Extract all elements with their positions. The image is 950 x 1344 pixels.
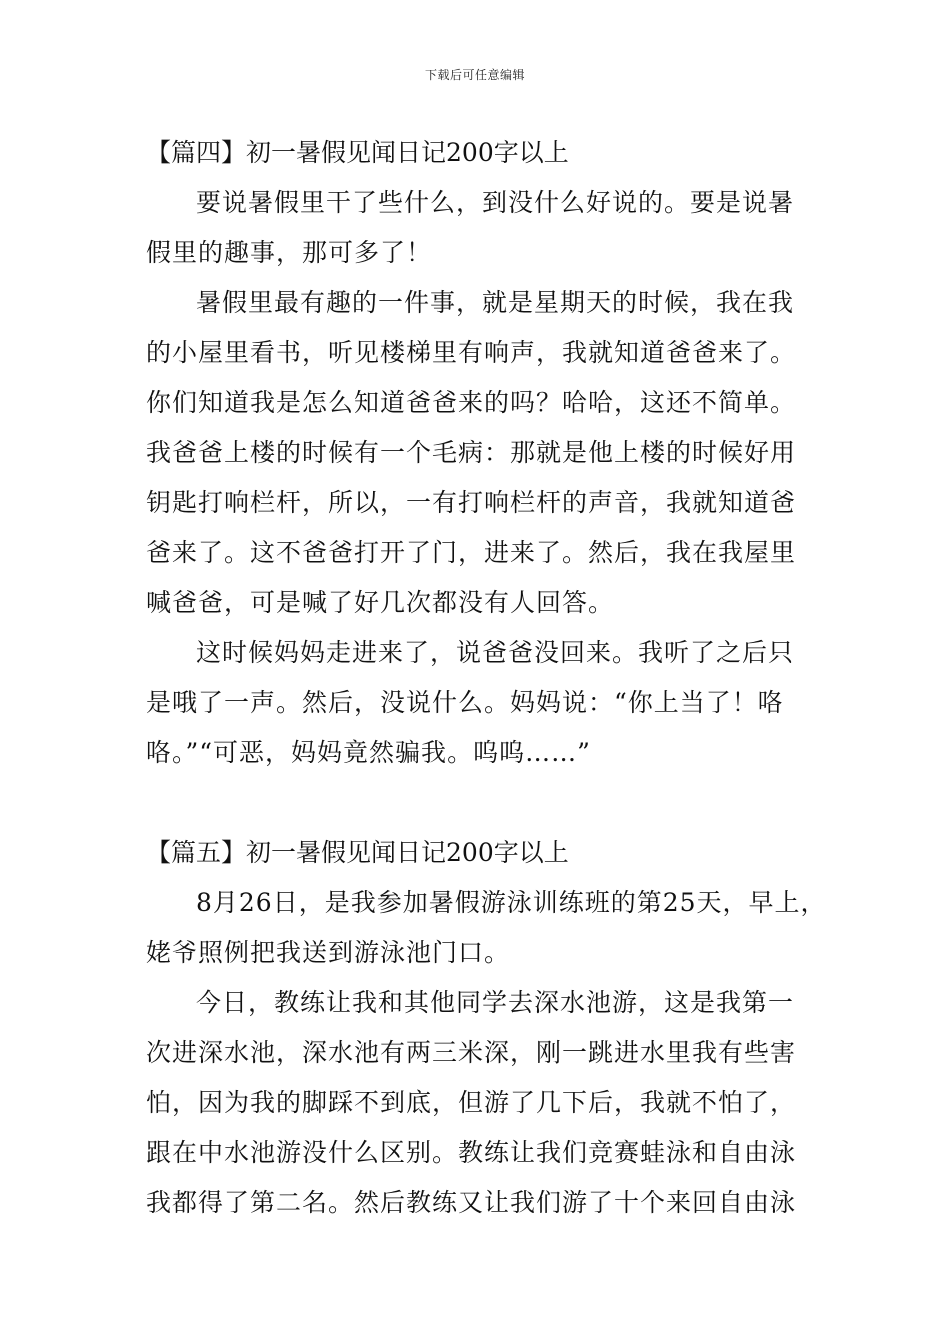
paragraph	[146, 628, 826, 778]
text-line: 爸来了。这不爸爸打开了门，进来了。然后，我在我屋里	[146, 538, 797, 567]
text-line: 怕，因为我的脚踩不到底，但游了几下后，我就不怕了，	[146, 1088, 797, 1117]
paragraph	[146, 278, 826, 628]
paragraph	[146, 978, 826, 1228]
text-line: 是哦了一声。然后，没说什么。妈妈说：“你上当了！咯	[146, 688, 784, 717]
text-line: 暑假里最有趣的一件事，就是星期天的时候，我在我	[196, 288, 795, 317]
section-heading: 【篇四】初一暑假见闻日记200字以上	[146, 138, 569, 167]
text-line: 姥爷照例把我送到游泳池门口。	[146, 938, 511, 967]
text-line: 咯。”“可恶，妈妈竟然骗我。呜呜……”	[146, 738, 591, 767]
text-line: 我都得了第二名。然后教练又让我们游了十个来回自由泳	[146, 1188, 797, 1217]
text-line: 要说暑假里干了些什么，到没什么好说的。要是说暑	[196, 188, 795, 217]
text-line: 我爸爸上楼的时候有一个毛病：那就是他上楼的时候好用	[146, 438, 797, 467]
document-body	[146, 128, 826, 1228]
text-line: 今日，教练让我和其他同学去深水池游，这是我第一	[196, 988, 795, 1017]
text-line: 假里的趣事，那可多了！	[146, 238, 433, 267]
paragraph	[146, 878, 826, 978]
header-note: 下载后可任意编辑	[424, 68, 525, 82]
text-line: 的小屋里看书，听见楼梯里有响声，我就知道爸爸来了。	[146, 338, 797, 367]
text-line: 喊爸爸，可是喊了好几次都没有人回答。	[146, 588, 615, 617]
text-line: 这时候妈妈走进来了，说爸爸没回来。我听了之后只	[196, 638, 795, 667]
text-line: 你们知道我是怎么知道爸爸来的吗？哈哈，这还不简单。	[146, 388, 797, 417]
section-heading: 【篇五】初一暑假见闻日记200字以上	[146, 838, 569, 867]
text-line: 次进深水池，深水池有两三米深，刚一跳进水里我有些害	[146, 1038, 797, 1067]
text-line: 跟在中水池游没什么区别。教练让我们竞赛蛙泳和自由泳	[146, 1138, 797, 1167]
section-spacer	[146, 778, 826, 828]
text-line: 钥匙打响栏杆，所以，一有打响栏杆的声音，我就知道爸	[146, 488, 797, 517]
text-line: 8月26日，是我参加暑假游泳训练班的第25天，早上，	[196, 888, 827, 917]
paragraph	[146, 178, 826, 278]
